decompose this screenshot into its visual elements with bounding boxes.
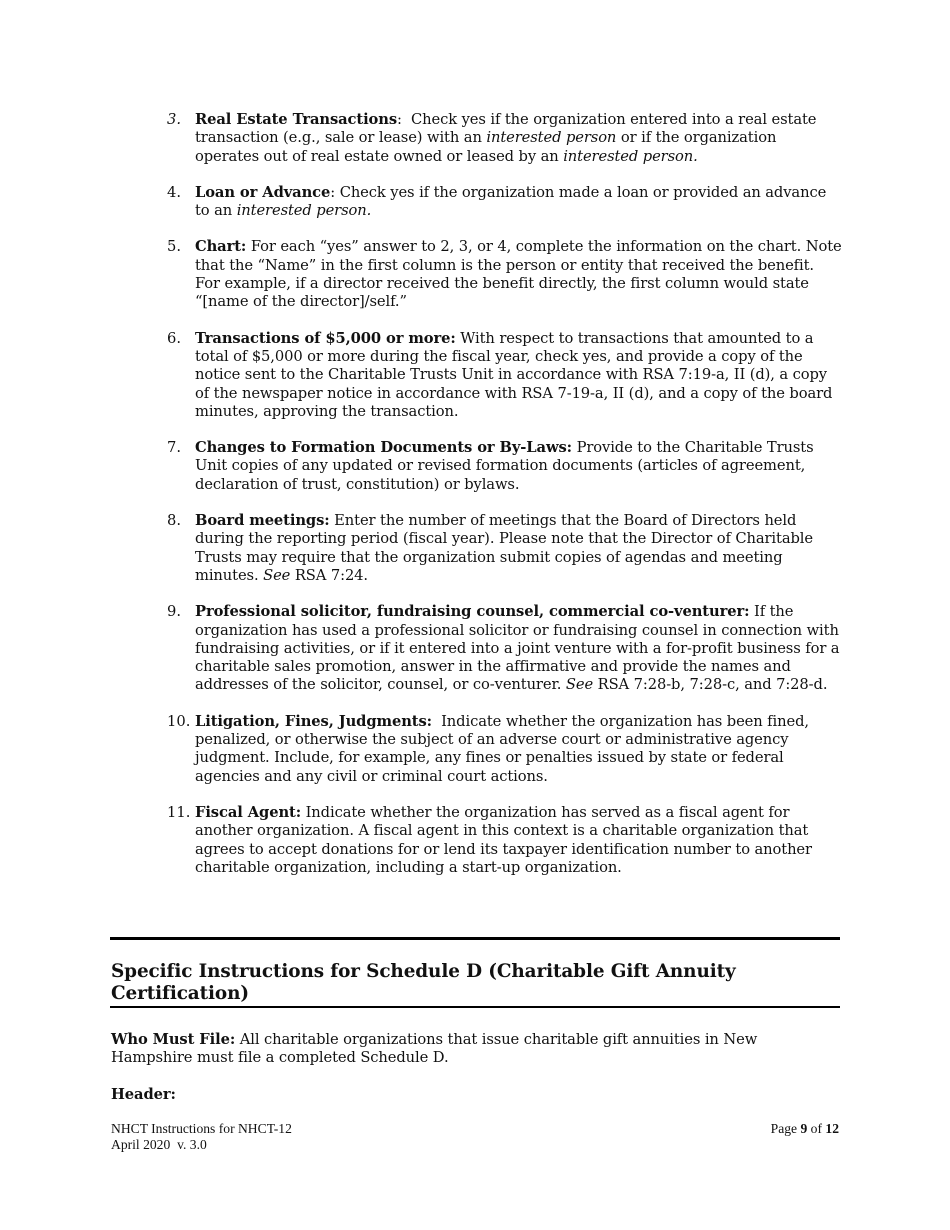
section-heading: Specific Instructions for Schedule D (Charitable Gift Annuity Certification) <box>111 961 736 1004</box>
list-item <box>167 512 843 585</box>
list-item <box>167 603 843 694</box>
list-item <box>167 184 843 221</box>
list-item <box>167 439 843 494</box>
list-item-number: 8. <box>167 512 182 530</box>
list-item-title: Chart: <box>195 238 247 256</box>
list-item-text: If the organization has used a professional solicitor or fundraising counsel in connection with fundraising activities, or if it entered into a joint venture with a for-profit business for a charitable sales promotion, answer in the affirmative and provide the names and addresses of the solicitor, counsel, or co-venturer. <box>195 603 840 694</box>
footer-page-word: Page <box>770 1121 801 1136</box>
list-item-separator: : <box>397 111 411 128</box>
list-item-text: Check yes if the organization entered into a real estate transaction (e.g., sale or lease) with an <box>195 111 817 147</box>
list-item-title: Fiscal Agent: <box>195 803 302 821</box>
footer-page-of: of <box>807 1121 826 1136</box>
list-item-emphasis: interested person. <box>563 147 698 165</box>
list-item-separator <box>432 713 441 730</box>
list-item-number: 7. <box>167 439 182 457</box>
footer-left <box>111 1121 292 1153</box>
list-item-body <box>195 804 843 877</box>
list-item <box>167 238 843 311</box>
list-item-text: RSA 7:24. <box>290 566 368 584</box>
list-item-text: Indicate whether the organization has served as a fiscal agent for another organization. A fiscal agent in this context is a charitable organization that agrees to accept donations for or lend its taxpayer identification number to another charitable organization, including a start-up organization. <box>195 803 812 876</box>
who-must-file-label: Who Must File: <box>111 1031 236 1048</box>
who-must-file-paragraph <box>111 1031 831 1068</box>
list-item-title: Litigation, Fines, Judgments: <box>195 712 432 730</box>
list-item-body <box>195 512 843 585</box>
footer-page-total: 12 <box>825 1121 839 1136</box>
list-item-number: 3. <box>167 111 182 128</box>
list-item-text: Provide to the Charitable Trusts Unit copies of any updated or revised formation documents (articles of agreement, declaration of trust, constitution) or bylaws. <box>195 439 814 493</box>
list-item-emphasis: See <box>565 676 594 694</box>
section-divider-top <box>110 937 840 940</box>
list-item-text: Enter the number of meetings that the Board of Directors held during the reporting period (fiscal year). Please note that the Director of Charitable Trusts may require that the organization submit copies of agendas and meeting minutes. <box>195 512 813 584</box>
list-item <box>167 713 843 786</box>
footer-version: April 2020 v. 3.0 <box>111 1137 207 1152</box>
list-item-title: Professional solicitor, fundraising counsel, commercial co-venturer: <box>195 603 750 621</box>
list-item-body <box>195 439 843 494</box>
footer-doc-title: NHCT Instructions for NHCT-12 <box>111 1121 292 1136</box>
list-item-emphasis: interested person. <box>236 202 372 220</box>
list-item <box>167 804 843 877</box>
list-item-number: 10. <box>167 712 191 730</box>
list-item <box>167 111 843 166</box>
list-item-text: or if the organization operates out of real estate owned or leased by an <box>195 129 777 165</box>
list-item-emphasis: interested person <box>486 129 617 147</box>
list-item-number: 5. <box>167 238 182 256</box>
list-item <box>167 330 843 421</box>
list-item-body <box>195 238 843 311</box>
list-item-title: Real Estate Transactions <box>195 111 397 128</box>
header-label: Header: <box>111 1086 176 1103</box>
list-item-text: Indicate whether the organization has been fined, penalized, or otherwise the subject of an adverse court or administrative agency judgment. Include, for example, any fines or penalties issued by state or federal agencies and any civil or criminal court actions. <box>195 712 809 785</box>
list-item-emphasis: See <box>263 566 291 584</box>
list-item-body <box>195 330 843 421</box>
list-item-body <box>195 184 843 221</box>
list-item-title: Board meetings: <box>195 512 330 530</box>
list-item-text: Check yes if the organization made a loan or provided an advance to an <box>195 183 827 220</box>
list-item-title: Changes to Formation Documents or By-Laws: <box>195 439 572 457</box>
list-item-separator: : <box>330 183 340 201</box>
who-must-file-text: All charitable organizations that issue charitable gift annuities in New Hampshire must file a completed Schedule D. <box>111 1031 758 1067</box>
instruction-list <box>167 111 843 895</box>
list-item-text: With respect to transactions that amounted to a total of $5,000 or more during the fiscal year, check yes, and provide a copy of the notice sent to the Charitable Trusts Unit in accordance with RSA 7:19-a, II (d), a copy of the newspaper notice in accordance with RSA 7-19-a, II (d), and a copy of the board minutes, approving the transaction. <box>195 329 833 420</box>
list-item-body <box>195 111 843 166</box>
list-item-title: Loan or Advance <box>195 183 331 201</box>
footer-page-current: 9 <box>800 1121 808 1136</box>
list-item-body <box>195 603 843 694</box>
list-item-number: 9. <box>167 603 182 621</box>
footer-page-number <box>771 1121 839 1137</box>
list-item-body <box>195 713 843 786</box>
list-item-text: RSA 7:28-b, 7:28-c, and 7:28-d. <box>593 676 828 694</box>
list-item-number: 11. <box>167 803 191 821</box>
section-divider-bottom <box>110 1006 840 1008</box>
list-item-number: 4. <box>167 183 182 201</box>
list-item-title: Transactions of $5,000 or more: <box>195 329 456 347</box>
list-item-number: 6. <box>167 329 182 347</box>
list-item-text: For each “yes” answer to 2, 3, or 4, complete the information on the chart. Note that the “Name” in the first column is the person or entity that received the benefit. For example, if a director received the benefit directly, the first column would state “[name of the director]/self.” <box>195 238 842 311</box>
